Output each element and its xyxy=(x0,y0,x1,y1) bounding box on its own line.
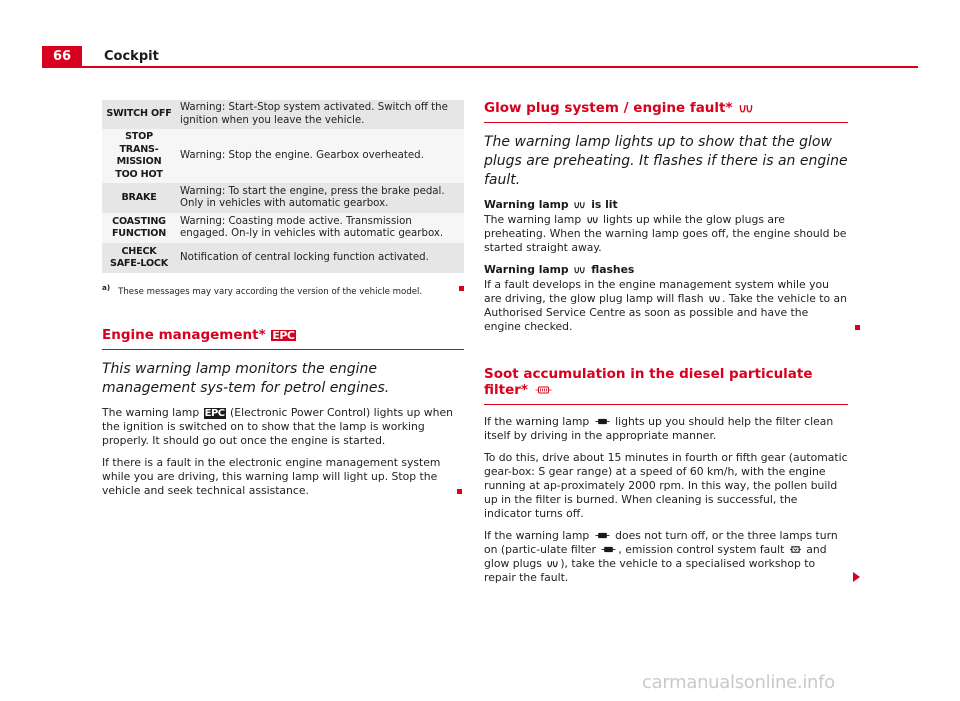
message-key: COASTING FUNCTION xyxy=(102,213,176,243)
left-column xyxy=(102,100,464,506)
table-row xyxy=(102,213,464,243)
footnote-marker: a) xyxy=(102,283,111,292)
glow-plug-title-text: Glow plug system / engine fault* xyxy=(484,100,733,116)
text-span: lights up while the glow plugs are preheating. When the warning lamp goes off, the engine should be started straight away. xyxy=(484,213,847,254)
text-span: If the warning lamp xyxy=(484,415,590,428)
glow-plug-icon xyxy=(547,560,558,568)
text-span: flashes xyxy=(591,263,635,276)
chapter-title: Cockpit xyxy=(104,49,159,64)
message-key: CHECK SAFE-LOCK xyxy=(102,243,176,273)
glow-plug-icon xyxy=(709,295,720,303)
glow-plug-icon xyxy=(739,104,753,113)
engine-management-paragraph xyxy=(102,456,464,498)
table-row xyxy=(102,243,464,273)
continued-arrow-icon xyxy=(853,572,860,582)
glow-lit-paragraph xyxy=(484,213,848,255)
message-key: STOP TRANS-MISSION TOO HOT xyxy=(102,129,176,183)
glow-flash-heading xyxy=(484,263,848,276)
engine-management-title xyxy=(102,327,464,350)
text-span: , emission control system fault xyxy=(618,543,785,556)
text-span: is lit xyxy=(591,198,618,211)
page-number: 66 xyxy=(42,46,82,68)
table-row xyxy=(102,100,464,129)
watermark: carmanualsonline.info xyxy=(642,672,835,693)
table-footnote xyxy=(102,283,464,297)
text-span: The warning lamp xyxy=(484,213,582,226)
header-rule xyxy=(42,66,918,68)
text-span: Warning lamp xyxy=(484,263,569,276)
glow-flash-paragraph xyxy=(484,278,848,334)
table-row xyxy=(102,129,464,183)
particulate-filter-icon xyxy=(535,386,552,394)
text-span: Warning lamp xyxy=(484,198,569,211)
section-end-marker xyxy=(457,489,462,494)
section-end-marker xyxy=(459,286,464,291)
emission-control-icon xyxy=(790,545,801,554)
soot-paragraph xyxy=(484,529,848,585)
soot-title xyxy=(484,366,848,405)
text-span: The warning lamp xyxy=(102,405,200,419)
engine-management-lead: This warning lamp monitors the engine management sys-tem for petrol engines. xyxy=(102,360,390,396)
particulate-filter-icon xyxy=(595,532,610,539)
soot-title-text: Soot accumulation in the diesel particulate filter* xyxy=(484,366,813,398)
message-text: Warning: To start the engine, press the brake pedal. Only in vehicles with automatic gearbox. xyxy=(176,183,464,213)
epc-icon: EPC xyxy=(272,328,295,342)
text-span: lights up you should help the filter clean itself by driving in the appropriate manner. xyxy=(484,415,834,442)
text-span: If there is a fault in the electronic engine management system while you are driving, this warning lamp will light up. Stop the vehicle and seek technical assistance. xyxy=(102,455,441,497)
glow-plug-icon xyxy=(587,216,598,224)
epc-icon: EPC xyxy=(204,407,225,419)
page-header xyxy=(0,0,960,70)
glow-plug-icon xyxy=(574,266,585,274)
message-text: Warning: Stop the engine. Gearbox overheated. xyxy=(176,129,464,183)
message-text: Warning: Coasting mode active. Transmission engaged. On-ly in vehicles with automatic gearbox. xyxy=(176,213,464,243)
text-span: If a fault develops in the engine management system while you are driving, the glow plug lamp will flash xyxy=(484,278,829,305)
soot-paragraph xyxy=(484,415,848,443)
message-key: BRAKE xyxy=(102,183,176,213)
text-span: . Take the vehicle to an Authorised Service Centre as soon as possible and have the engine checked. xyxy=(484,292,847,333)
text-span: (Electronic Power Control) lights up when the ignition is switched on to show that the lamp is working properly. It should go out once the engine is started. xyxy=(102,405,453,447)
message-text: Notification of central locking function activated. xyxy=(176,243,464,273)
particulate-filter-icon xyxy=(601,546,616,553)
section-end-marker xyxy=(855,325,860,330)
table-row xyxy=(102,183,464,213)
text-span: If the warning lamp xyxy=(484,529,590,542)
right-column xyxy=(484,100,848,593)
text-span: ), take the vehicle to a specialised workshop to repair the fault. xyxy=(484,557,816,584)
glow-plug-icon xyxy=(574,201,585,209)
message-table xyxy=(102,100,464,273)
glow-lit-heading xyxy=(484,198,848,211)
text-span: does not turn off, or the three lamps turn on (partic-ulate filter xyxy=(484,529,838,556)
text-span: and glow plugs xyxy=(484,543,827,570)
message-key: SWITCH OFF xyxy=(102,100,176,129)
particulate-filter-icon xyxy=(595,418,610,425)
footnote-text: These messages may vary according the version of the vehicle model. xyxy=(118,286,423,297)
glow-plug-lead: The warning lamp lights up to show that the glow plugs are preheating. It flashes if there is an engine fault. xyxy=(484,134,848,188)
soot-paragraph: To do this, drive about 15 minutes in fourth or fifth gear (automatic gear-box: S gear range) at a speed of 60 km/h, with the engine running at ap-proximately 2000 rpm. In this way, the pollen build up in the filter is burned. When cleaning is successful, the indicator turns off. xyxy=(484,451,848,520)
engine-management-title-text: Engine management* xyxy=(102,326,266,343)
message-text: Warning: Start-Stop system activated. Switch off the ignition when you leave the vehicle. xyxy=(176,100,464,129)
engine-management-paragraph xyxy=(102,406,464,448)
glow-plug-title xyxy=(484,100,848,123)
